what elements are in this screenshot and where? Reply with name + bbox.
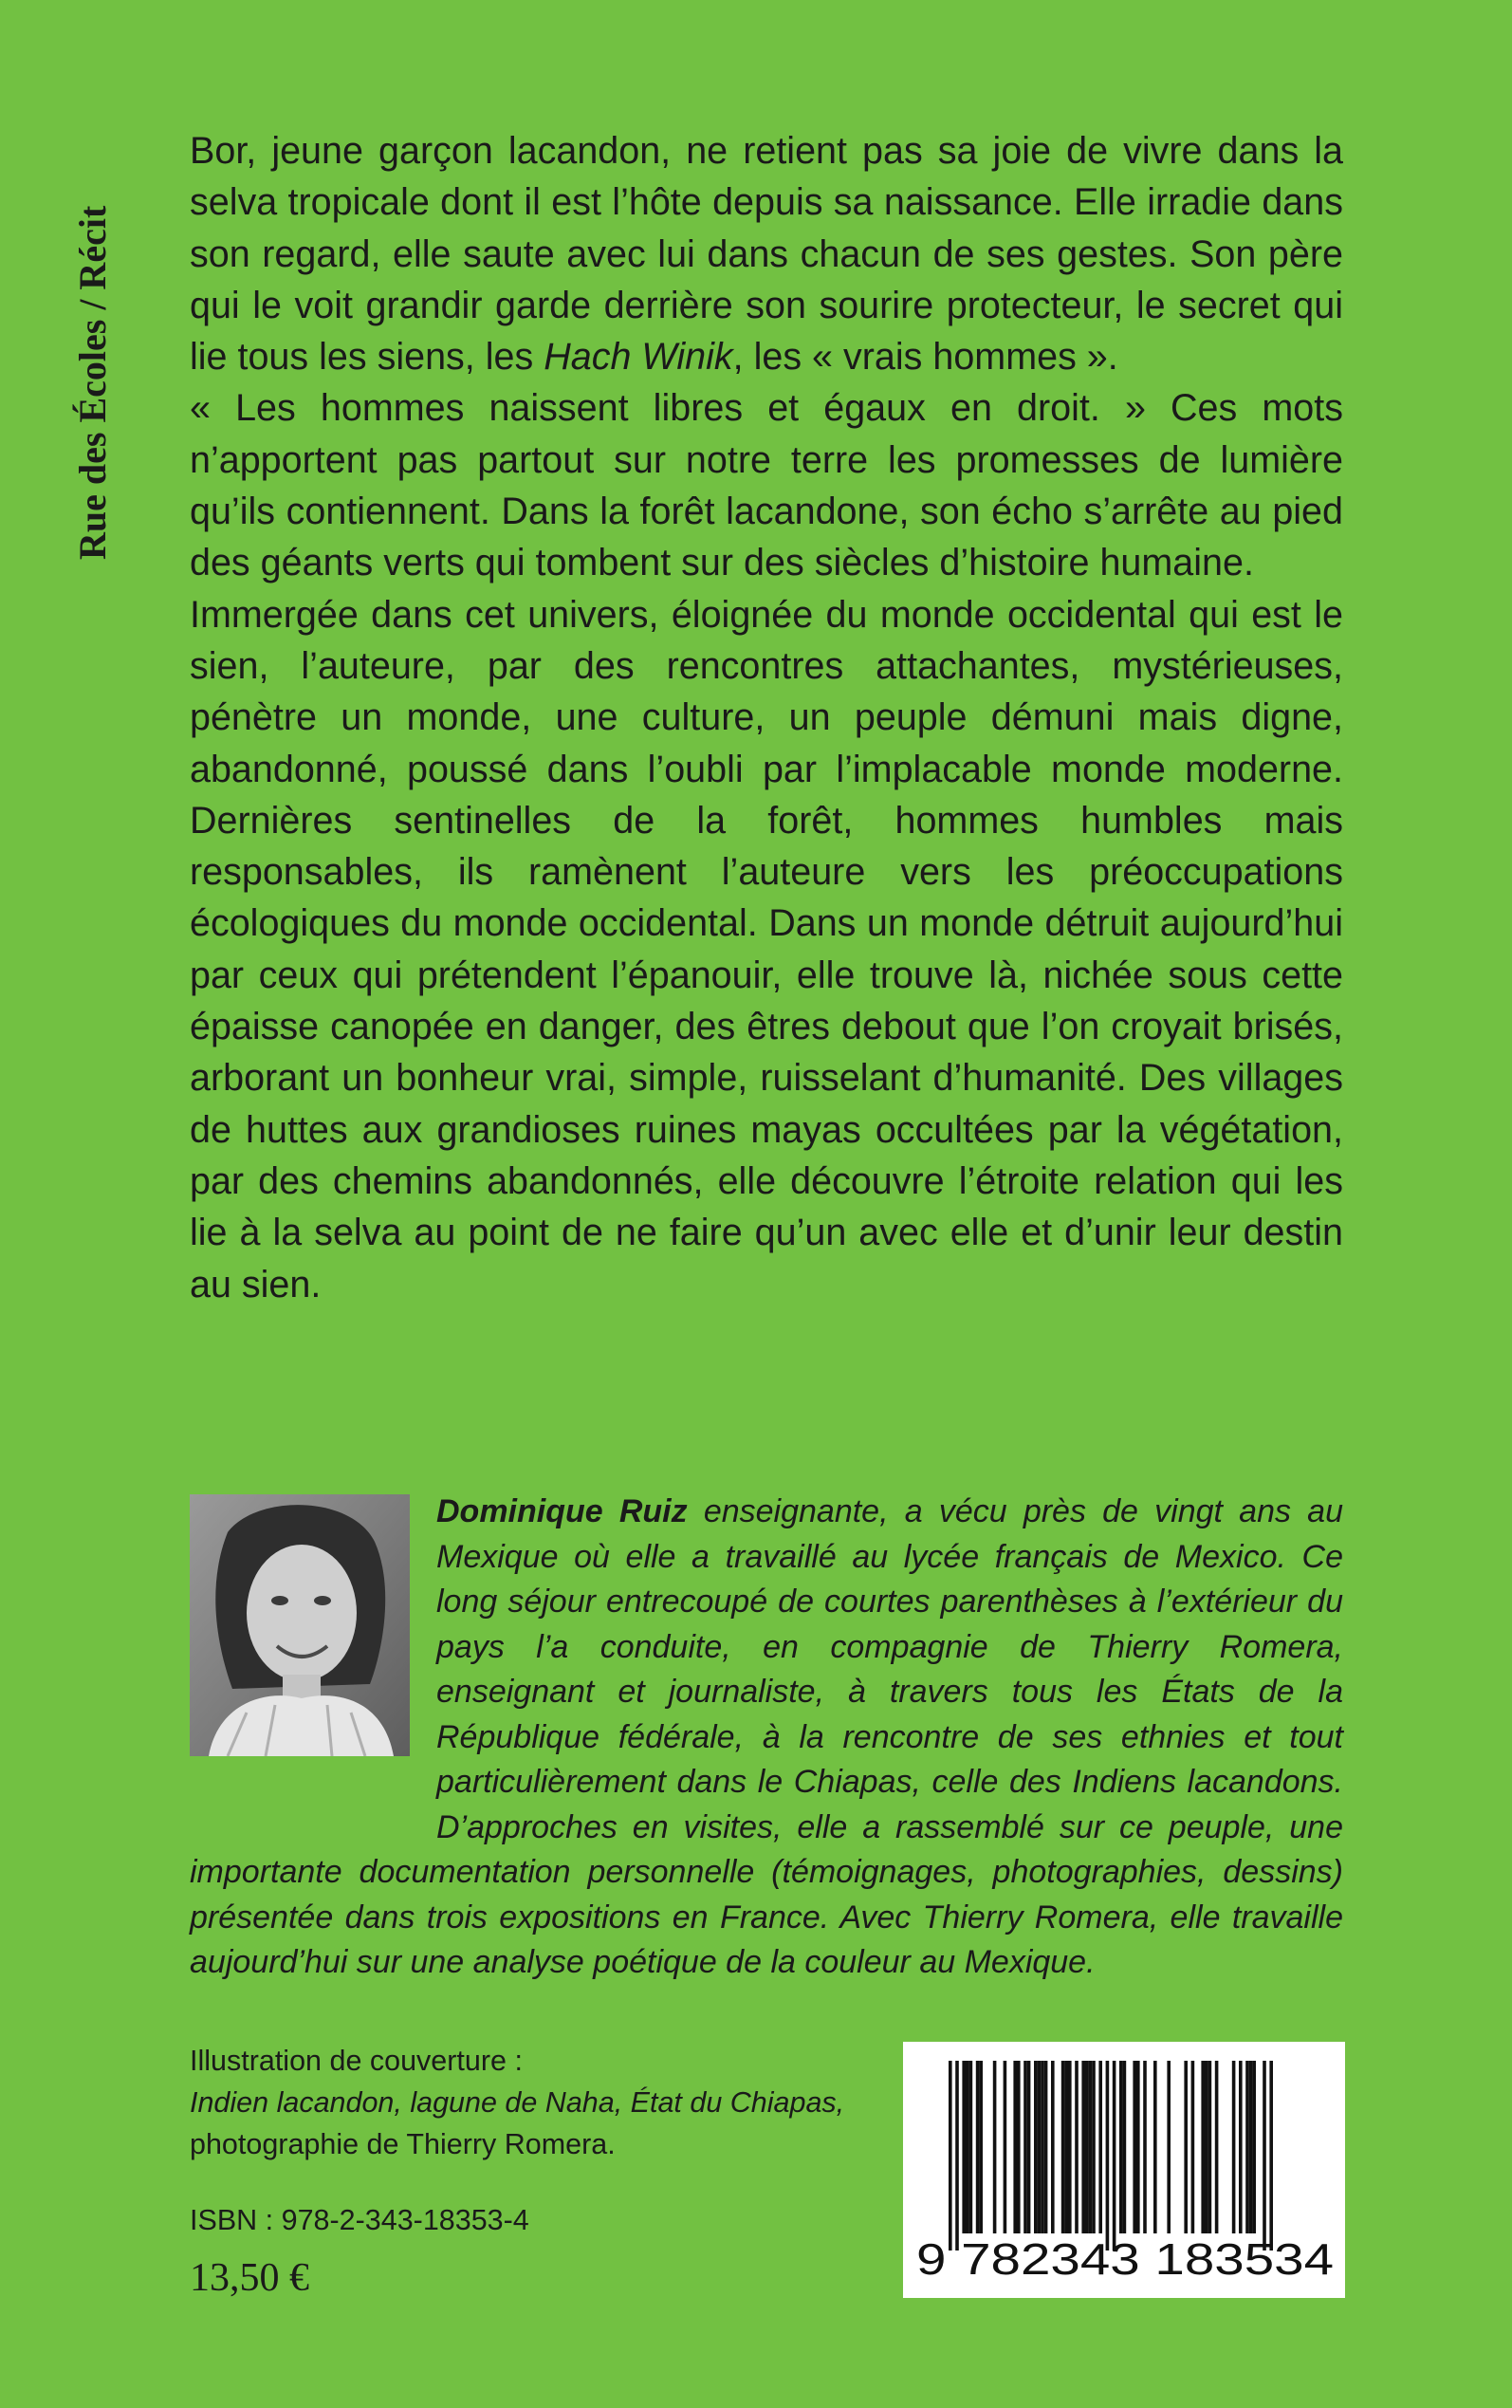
barcode-bar [1034, 2061, 1038, 2233]
barcode-bar [1027, 2061, 1031, 2233]
barcode-bar [1269, 2061, 1273, 2251]
barcode-bar [1044, 2061, 1048, 2233]
photo-spacer [190, 1490, 436, 1841]
barcode-bar [1239, 2061, 1243, 2233]
cover-credit [190, 2040, 844, 2165]
barcode-bar [1123, 2061, 1127, 2233]
barcode-bar [1245, 2061, 1249, 2233]
barcode-bar [955, 2061, 959, 2251]
barcode-bar [1208, 2061, 1212, 2233]
ean13-barcode-icon [903, 2042, 1345, 2298]
blurb-p1-italic: Hach Winik [544, 336, 733, 379]
author-bio-text: enseignante, a vécu près de vingt ans au Mexique où elle a travaillé au lycée français de Mexico. Ce long séjour entrecoupé de courtes parenthèses à l’extérieur du pays l’a conduite, en compagnie de Thierry Romera, enseignant et journaliste, à travers tous les États de la République fédérale, à la rencontre de ses ethnies et tout particulièrement dans le Chiapas, celle des Indiens lacandons. D’approches en visites, elle a rassemblé sur ce peuple, une importante documentation personnelle (témoignages, photographies, dessins) présentée dans trois expositions en France. Avec Thierry Romera, elle travaille aujourd’hui sur une analyse poétique de la couleur au Mexique. [190, 1493, 1343, 1980]
barcode-bar [1038, 2061, 1042, 2233]
barcode-bar [1023, 2061, 1027, 2233]
barcode-bar [1215, 2061, 1219, 2233]
barcode-bar [1092, 2061, 1096, 2233]
barcode-bar [1184, 2061, 1188, 2233]
author-bio [190, 1490, 1343, 1986]
barcode-bar [1119, 2061, 1123, 2233]
barcode-bar [1263, 2061, 1266, 2251]
barcode-bar [1191, 2061, 1195, 2233]
barcode-bar [1051, 2061, 1055, 2233]
barcode-bar [1017, 2061, 1021, 2233]
price: 13,50 € [190, 2256, 309, 2300]
blurb-paragraph-3: Immergée dans cet univers, éloignée du monde occidental qui est le sien, l’auteure, par des rencontres attachantes, mystérieuses, pénètre un monde, une culture, un peuple démuni mais digne, abandonné, poussé dans l’oubli par l’implacable monde moderne. Dernières sentinelles de la forêt, hommes humbles mais responsables, ils ramènent l’auteure vers les préoccupations écologiques du monde occidental. Dans un monde détruit aujourd’hui par ceux qui prétendent l’épanouir, elle trouve là, nichée sous cette épaisse canopée en danger, des êtres debout que l’on croyait brisés, arborant un bonheur vrai, simple, ruisselant d’humanité. Des villages de huttes aux grandioses ruines mayas occultées par la végétation, par des chemins abandonnés, elle découvre l’étroite relation qui les lie à la selva au point de ne faire qu’un avec elle et d’unir leur destin au sien. [190, 593, 1343, 1306]
barcode-bar [1205, 2061, 1208, 2233]
barcode-bar [1089, 2061, 1093, 2233]
blurb-p1-end: , les « vrais hommes ». [732, 336, 1118, 379]
barcode-bar [1201, 2061, 1205, 2233]
barcode-bar [1249, 2061, 1253, 2233]
barcode-bar [1085, 2061, 1089, 2233]
barcode-bar [969, 2061, 973, 2233]
barcode-bar [1098, 2061, 1102, 2233]
credit-line-2: Indien lacandon, lagune de Naha, État du Chiapas, [190, 2086, 845, 2119]
barcode-bar [1167, 2061, 1171, 2233]
blurb-paragraph-1 [190, 125, 1343, 382]
spine-title: Rue des Écoles / Récit [71, 205, 114, 560]
back-cover-blurb [190, 125, 1343, 1310]
barcode-bar [1106, 2061, 1110, 2251]
barcode-bar [976, 2061, 980, 2233]
barcode-bar [1232, 2061, 1236, 2233]
barcode-bar [962, 2061, 966, 2233]
blurb-paragraph-2: « Les hommes naissent libres et égaux en droit. » Ces mots n’apportent pas partout sur notre terre les promesses de lumière qu’ils contiennent. Dans la forêt lacandone, son écho s’arrête au pied des géants verts qui tombent sur des siècles d’histoire humaine. [190, 387, 1343, 584]
barcode-bar [1041, 2061, 1044, 2233]
barcode-bar [1081, 2061, 1085, 2233]
barcode-bar [1136, 2061, 1140, 2233]
barcode-bar [993, 2061, 997, 2233]
author-name: Dominique Ruiz [436, 1493, 688, 1529]
barcode-bar [1252, 2061, 1256, 2233]
barcode-bar [1064, 2061, 1068, 2233]
credit-line-3: photographie de Thierry Romera. [190, 2128, 616, 2160]
barcode-bar [966, 2061, 969, 2233]
credit-line-1: Illustration de couverture : [190, 2045, 523, 2077]
barcode-bar [1068, 2061, 1072, 2233]
barcode-bar [1013, 2061, 1017, 2233]
barcode-bar [1075, 2061, 1079, 2233]
barcode-bar [1143, 2061, 1147, 2233]
barcode-bar [1004, 2061, 1007, 2233]
barcode-bar [949, 2061, 952, 2251]
barcode-bar [1061, 2061, 1065, 2233]
barcode-digits: 9 782343 183534 [916, 2234, 1334, 2284]
barcode-bar [979, 2061, 983, 2233]
barcode-bar [1113, 2061, 1116, 2251]
barcode-bar [1133, 2061, 1136, 2233]
barcode-bar [1153, 2061, 1157, 2233]
barcode-box [903, 2042, 1345, 2298]
blurb-p1-text: Bor, jeune garçon lacandon, ne retient pas sa joie de vivre dans la selva tropicale dont il est l’hôte depuis sa naissance. Elle irradie dans son regard, elle saute avec lui dans chacun de ses gestes. Son père qui le voit grandir garde derrière son sourire protecteur, le secret qui lie tous les siens, les [190, 130, 1343, 379]
isbn: ISBN : 978-2-343-18353-4 [190, 2204, 529, 2236]
